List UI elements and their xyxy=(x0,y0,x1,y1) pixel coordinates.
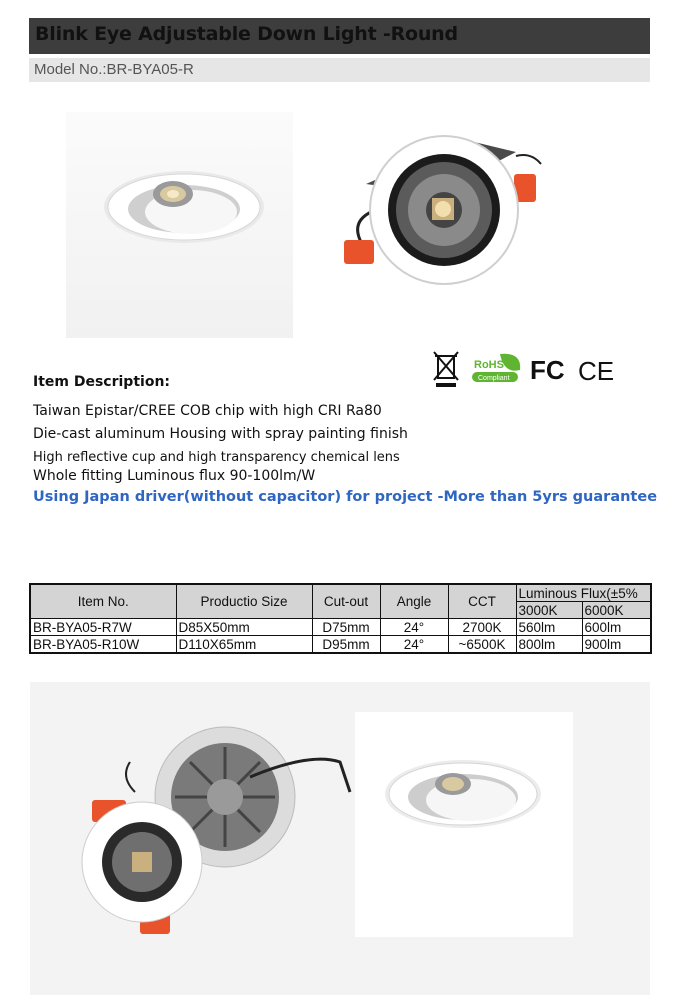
cell-cct: 2700K xyxy=(448,619,516,636)
spec-table xyxy=(29,583,652,654)
ce-mark-icon xyxy=(578,355,616,390)
col-luminous-flux: Luminous Flux(±5% xyxy=(516,584,651,602)
description-line: Whole fitting Luminous flux 90-100lm/W xyxy=(33,468,316,484)
table-header-row xyxy=(30,584,651,602)
col-item-no: Item No. xyxy=(30,584,176,619)
title-bar xyxy=(29,18,650,54)
table-row xyxy=(30,636,651,654)
table-row xyxy=(30,619,651,636)
description-line: Taiwan Epistar/CREE COB chip with high CRI Ra80 xyxy=(33,403,382,419)
rohs-badge-icon xyxy=(470,352,524,389)
model-number: Model No.:BR-BYA05-R xyxy=(34,61,194,78)
col-size: Productio Size xyxy=(176,584,312,619)
description-line: Die-cast aluminum Housing with spray painting finish xyxy=(33,426,408,442)
weee-bin-icon xyxy=(432,350,460,395)
svg-text:CE: CE xyxy=(578,356,615,385)
product-photo-front xyxy=(326,122,556,322)
product-title: Blink Eye Adjustable Down Light -Round xyxy=(35,23,458,45)
cell-cutout: D75mm xyxy=(312,619,380,636)
col-cct: CCT xyxy=(448,584,516,619)
product-photo-angled xyxy=(355,712,573,937)
cell-flux-6000k: 600lm xyxy=(582,619,651,636)
col-cutout: Cut-out xyxy=(312,584,380,619)
description-line: High reflective cup and high transparency chemical lens xyxy=(33,450,400,465)
cell-item-no: BR-BYA05-R7W xyxy=(30,619,176,636)
cell-flux-3000k: 560lm xyxy=(516,619,582,636)
col-angle: Angle xyxy=(380,584,448,619)
driver-guarantee-note: Using Japan driver(without capacitor) for project -More than 5yrs guarantee xyxy=(33,489,658,505)
rohs-sub: Compliant xyxy=(478,375,510,382)
cell-cutout: D95mm xyxy=(312,636,380,654)
cell-angle: 24° xyxy=(380,619,448,636)
cell-size: D110X65mm xyxy=(176,636,312,654)
cell-size: D85X50mm xyxy=(176,619,312,636)
cell-cct: ~6500K xyxy=(448,636,516,654)
cell-item-no: BR-BYA05-R10W xyxy=(30,636,176,654)
svg-text:FC: FC xyxy=(530,355,565,385)
col-6000k: 6000K xyxy=(582,602,651,619)
product-photo-installed xyxy=(66,112,293,338)
cell-flux-6000k: 900lm xyxy=(582,636,651,654)
rohs-label: RoHS xyxy=(474,359,504,371)
cell-flux-3000k: 800lm xyxy=(516,636,582,654)
fcc-mark-icon xyxy=(530,353,572,390)
model-bar xyxy=(29,58,650,82)
col-3000k: 3000K xyxy=(516,602,582,619)
item-description-heading: Item Description: xyxy=(33,374,171,390)
cell-angle: 24° xyxy=(380,636,448,654)
